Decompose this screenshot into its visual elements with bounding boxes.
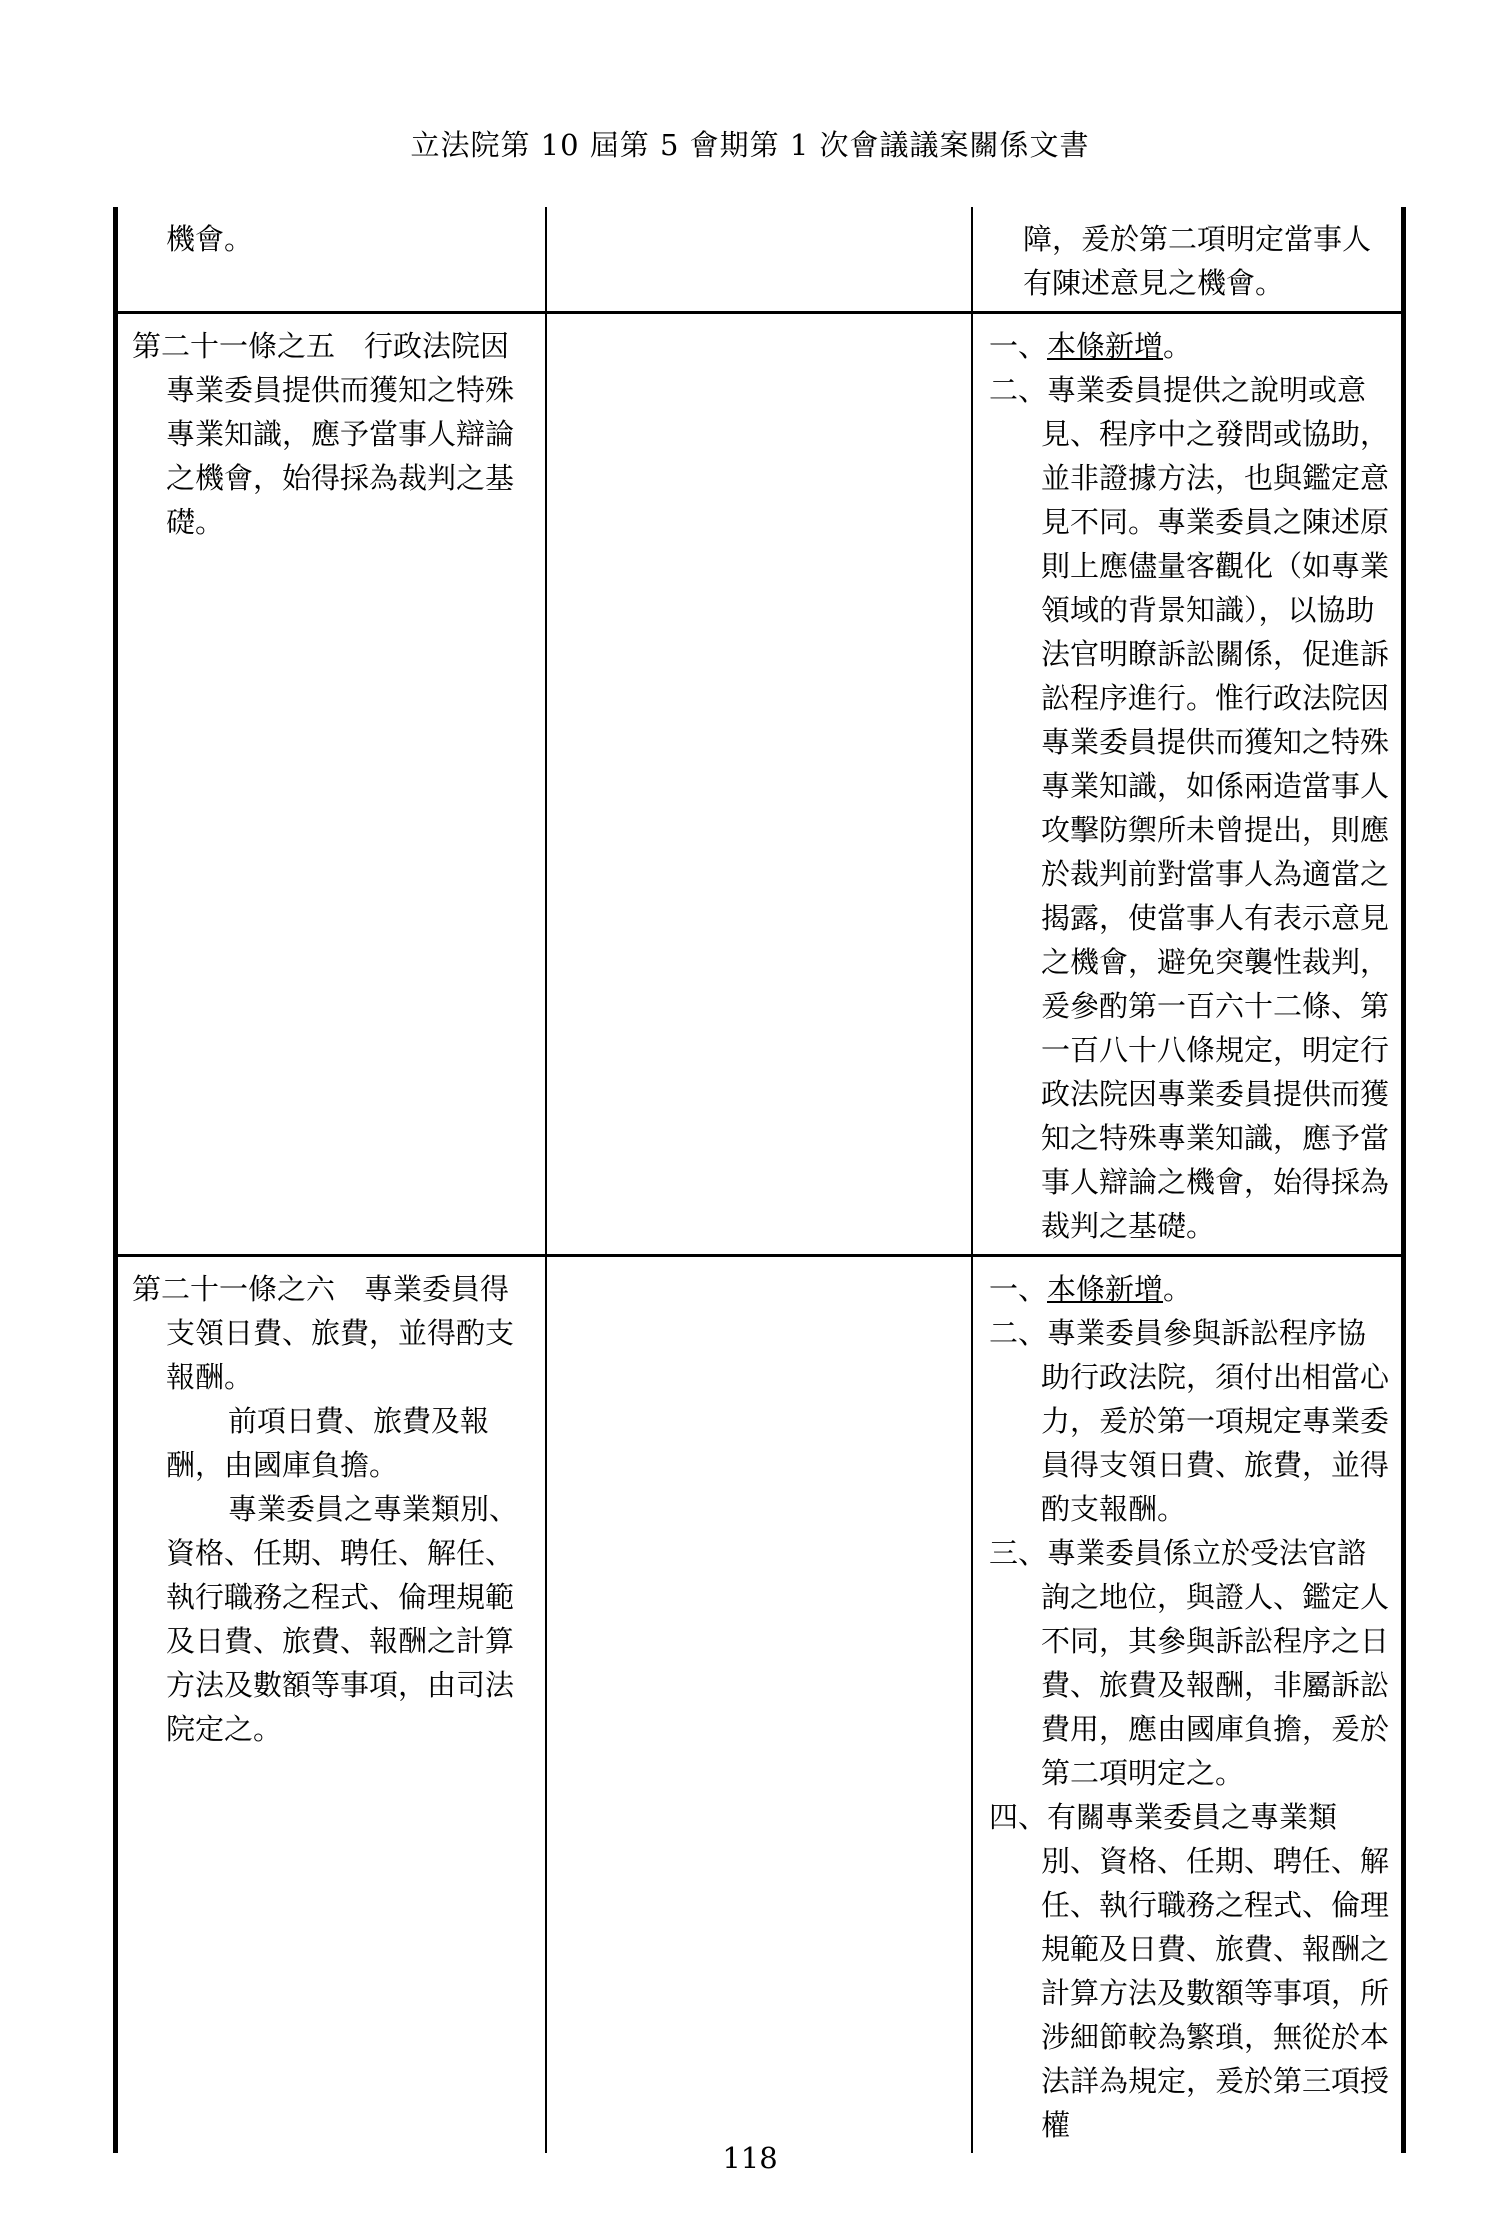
table-row (116, 1256, 1404, 2154)
current-article-cell (546, 313, 972, 1256)
explanation-item (989, 1795, 1391, 2147)
item-text: 本條新增 (1047, 1272, 1164, 1306)
current-article-cell (546, 207, 972, 313)
explanation-cell (972, 207, 1404, 313)
explanation-item (989, 1531, 1391, 1795)
item-number: 四、 (989, 1800, 1048, 1834)
explanation-cell (972, 1256, 1404, 2154)
page-header: 立法院第 10 屆第 5 會期第 1 次會議議案關係文書 (410, 128, 1090, 162)
article-paragraph: 專業委員之專業類別、資格、任期、聘任、解任、執行職務之程式、倫理規範及日費、旅費、報酬之計算方法及數額等事項，由司法院定之。 (166, 1492, 519, 1746)
page-number: 118 (722, 2141, 778, 2175)
table-row (116, 207, 1404, 313)
amended-article-cell (116, 313, 547, 1256)
article-text: 第二十一條之五 行政法院因專業委員提供而獲知之特殊專業知識，應予當事人辯論之機會，始得採為裁判之基礎。 (132, 329, 515, 539)
item-number: 一、 (989, 329, 1048, 363)
item-number: 二、 (989, 373, 1048, 407)
article-paragraph: 前項日費、旅費及報酬，由國庫負擔。 (166, 1404, 490, 1482)
comparison-table (113, 207, 1406, 2153)
explanation-item (989, 1267, 1391, 1311)
item-number: 二、 (989, 1316, 1048, 1350)
item-text: 專業委員參與訴訟程序協助行政法院，須付出相當心力，爰於第一項規定專業委員得支領日費、旅費，並得酌支報酬。 (1041, 1316, 1390, 1526)
item-text: 有關專業委員之專業類別、資格、任期、聘任、解任、執行職務之程式、倫理規範及日費、旅費、報酬之計算方法及數額等事項，所涉細節較為繁瑣，無從於本法詳為規定，爰於第三項授權 (1041, 1800, 1390, 2142)
explanation-cell (972, 313, 1404, 1256)
explanation-item (989, 368, 1391, 1248)
continuation-text: 機會。 (166, 222, 254, 256)
item-text: 本條新增 (1047, 329, 1164, 363)
item-number: 一、 (989, 1272, 1048, 1306)
explanation-item (989, 1311, 1391, 1531)
article-text: 第二十一條之六 專業委員得支領日費、旅費，並得酌支報酬。 (132, 1272, 515, 1394)
continuation-text: 障，爰於第二項明定當事人有陳述意見之機會。 (1023, 222, 1372, 300)
item-number: 三、 (989, 1536, 1048, 1570)
item-text: 專業委員係立於受法官諮詢之地位，與證人、鑑定人不同，其參與訴訟程序之日費、旅費及報酬，非屬訴訟費用，應由國庫負擔，爰於第二項明定之。 (1041, 1536, 1390, 1790)
item-end: 。 (1163, 1272, 1193, 1306)
current-article-cell (546, 1256, 972, 2154)
item-text: 專業委員提供之說明或意見、程序中之發問或協助，並非證據方法，也與鑑定意見不同。專業委員之陳述原則上應儘量客觀化（如專業領域的背景知識），以協助法官明瞭訴訟關係，促進訴訟程序進行。惟行政法院因專業委員提供而獲知之特殊專業知識，如係兩造當事人攻擊防禦所未曾提出，則應於裁判前對當事人為適當之揭露，使當事人有表示意見之機會，避免突襲性裁判，爰參酌第一百六十二條、第一百八十八條規定，明定行政法院因專業委員提供而獲知之特殊專業知識，應予當事人辯論之機會，始得採為裁判之基礎。 (1041, 373, 1390, 1243)
amended-article-cell (116, 207, 547, 313)
table-row (116, 313, 1404, 1256)
explanation-item (989, 324, 1391, 368)
item-end: 。 (1163, 329, 1193, 363)
amended-article-cell (116, 1256, 547, 2154)
